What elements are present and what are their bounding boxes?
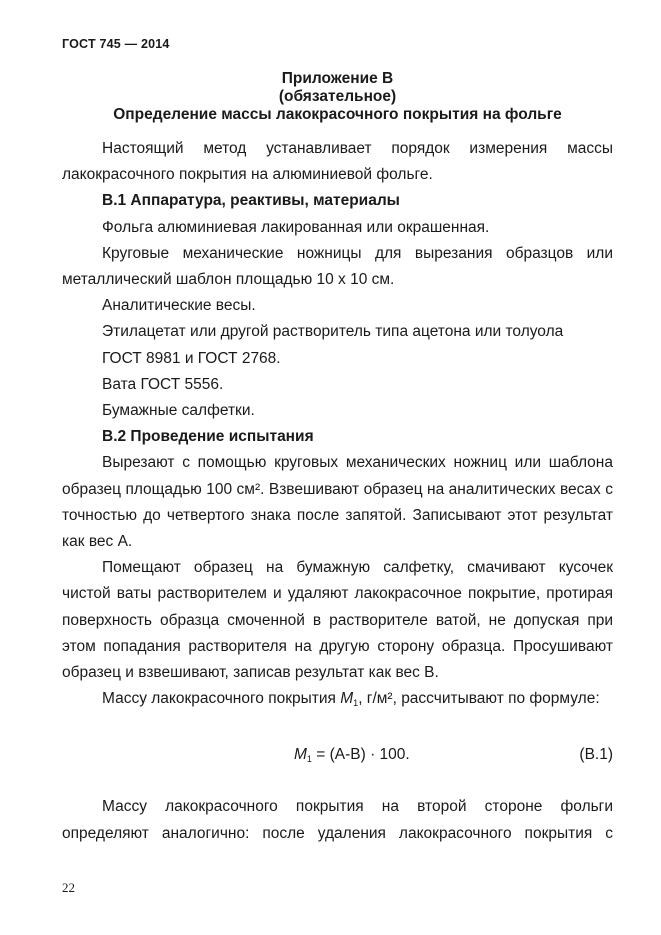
- document-code: ГОСТ 745 — 2014: [62, 37, 170, 51]
- formula-symbol: M: [294, 746, 307, 764]
- procedure-paragraph: Вырезают с помощью круговых механических ножниц или шаблона образец площадью 100 см². Взвешивают образец на аналитических весах с точностью до четвертого знака после запятой. Записывают этот результат как вес А.: [62, 454, 613, 551]
- document-body: [62, 136, 613, 847]
- formula-number: (В.1): [579, 746, 613, 764]
- formula-symbol-subscript: 1: [306, 754, 312, 765]
- procedure-paragraph: Помещают образец на бумажную салфетку, смачивают кусочек чистой ваты растворителем и удаляют лакокрасочное покрытие, протирая поверхность образца смоченной в растворителе ватой, не допуская при этом попадания растворителя на другую сторону образца. Просушивают образец и взвешивают, записав результат как вес В.: [62, 559, 613, 682]
- appendix-title: Приложение В: [281, 70, 394, 87]
- mass-symbol-subscript: 1: [353, 698, 359, 709]
- procedure-paragraph: Массу лакокрасочного покрытия на второй стороне фольги определяют аналогично: после удаления лакокрасочного покрытия с: [62, 798, 613, 842]
- intro-paragraph: Настоящий метод устанавливает порядок измерения массы лакокрасочного покрытия на алюминиевой фольге.: [62, 140, 613, 184]
- formula-line: [62, 742, 613, 768]
- mass-symbol: M: [340, 690, 354, 708]
- material-item: Этилацетат или другой растворитель типа ацетона или толуола: [102, 323, 564, 341]
- formula-rhs: = (А-В) · 100.: [311, 746, 410, 764]
- section-heading-b2: В.2 Проведение испытания: [102, 428, 314, 446]
- material-item: Фольга алюминиевая лакированная или окрашенная.: [102, 218, 490, 236]
- page-number: 22: [62, 880, 75, 895]
- material-item: ГОСТ 8981 и ГОСТ 2768.: [102, 349, 281, 367]
- material-item: Вата ГОСТ 5556.: [102, 375, 224, 393]
- material-item: Круговые механические ножницы для вырезания образцов или металлический шаблон площадью 10 х 10 см.: [62, 244, 613, 289]
- formula-intro-paragraph: [62, 686, 613, 716]
- appendix-status: (обязательное): [278, 88, 397, 105]
- appendix-subtitle: Определение массы лакокрасочного покрытия на фольге: [113, 106, 562, 123]
- formula-intro-text: Массу лакокрасочного покрытия: [102, 690, 341, 708]
- material-item: Аналитические весы.: [102, 297, 256, 315]
- formula-intro-units: , г/м², рассчитывают по формуле:: [358, 690, 600, 708]
- section-heading-b1: В.1 Аппаратура, реактивы, материалы: [102, 192, 400, 210]
- material-item: Бумажные салфетки.: [102, 402, 255, 420]
- formula-expression: [294, 742, 410, 772]
